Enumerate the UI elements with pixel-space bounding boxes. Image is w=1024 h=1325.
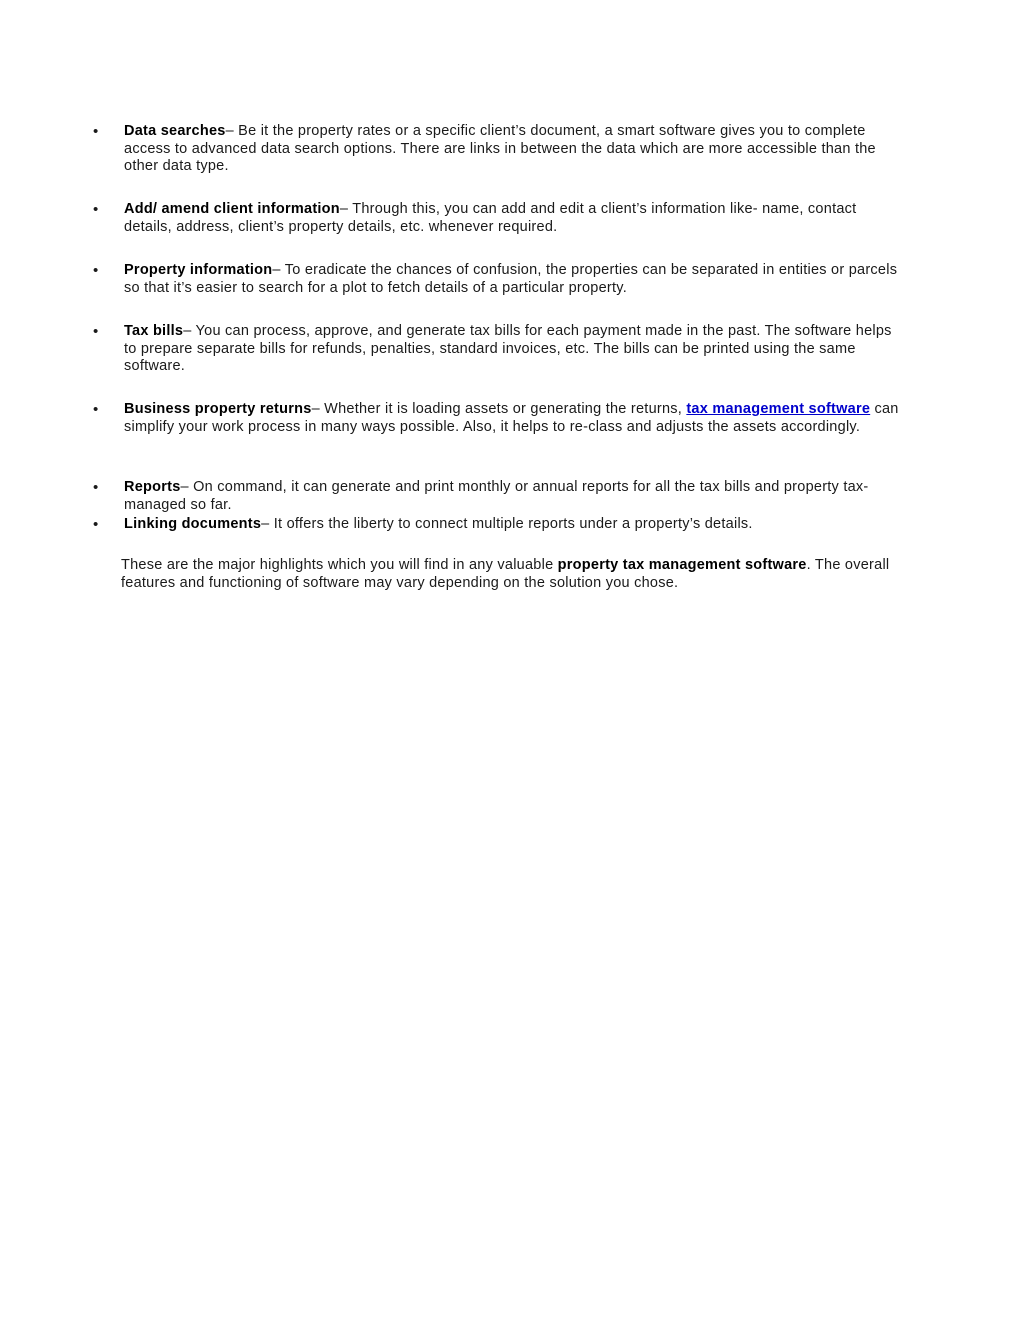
list-item-description: – On command, it can generate and print monthly or annual reports for all the tax bills and property tax-managed so far. <box>124 479 869 513</box>
list-item-term: Linking documents <box>124 516 262 532</box>
list-item-text <box>124 323 908 376</box>
list-item-description: – Be it the property rates or a specific client’s document, a smart software gives you to complete access to advanced data search options. There are links in between the data which are more accessible than the other data type. <box>124 123 876 174</box>
list-item-text <box>124 201 908 236</box>
bullet-icon: • <box>93 123 99 140</box>
list-item-text <box>124 123 908 176</box>
list-item-text <box>124 401 908 436</box>
list-item-description: – To eradicate the chances of confusion, the properties can be separated in entities or parcels so that it’s easier to search for a plot to fetch details of a particular property. <box>124 262 898 296</box>
bullet-icon: • <box>93 516 99 533</box>
list-item-description: – Whether it is loading assets or generating the returns, <box>311 401 687 417</box>
list-item-text <box>124 262 908 297</box>
closing-bold-phrase: property tax management software <box>557 557 807 573</box>
list-item-term: Tax bills <box>124 323 184 339</box>
closing-text: These are the major highlights which you will find in any valuable <box>121 557 558 573</box>
list-item-text <box>124 516 908 534</box>
tax-management-software-link[interactable]: tax management software <box>686 401 871 417</box>
list-item-description: – It offers the liberty to connect multiple reports under a property’s details. <box>261 516 753 532</box>
list-item-description: – You can process, approve, and generate tax bills for each payment made in the past. The software helps to prepare separate bills for refunds, penalties, standard invoices, etc. The bills can be printed using the same software. <box>124 323 892 374</box>
list-item-term: Add/ amend client information <box>124 201 340 217</box>
bullet-icon: • <box>93 401 99 418</box>
list-item-text <box>124 479 908 514</box>
bullet-icon: • <box>93 479 99 496</box>
closing-text-continued: . The overall features and functioning of software may vary depending on the solution you chose. <box>121 557 890 591</box>
list-item-term: Property information <box>124 262 273 278</box>
list-item-term: Reports <box>124 479 181 495</box>
bullet-icon: • <box>93 323 99 340</box>
closing-paragraph <box>121 557 911 592</box>
list-item-description-continued: can simplify your work process in many ways possible. Also, it helps to re-class and adjusts the assets accordingly. <box>124 401 899 435</box>
list-item-term: Business property returns <box>124 401 312 417</box>
list-item-term: Data searches <box>124 123 226 139</box>
bullet-icon: • <box>93 201 99 218</box>
list-item-description: – Through this, you can add and edit a client’s information like- name, contact details, address, client’s property details, etc. whenever required. <box>124 201 857 235</box>
bullet-icon: • <box>93 262 99 279</box>
